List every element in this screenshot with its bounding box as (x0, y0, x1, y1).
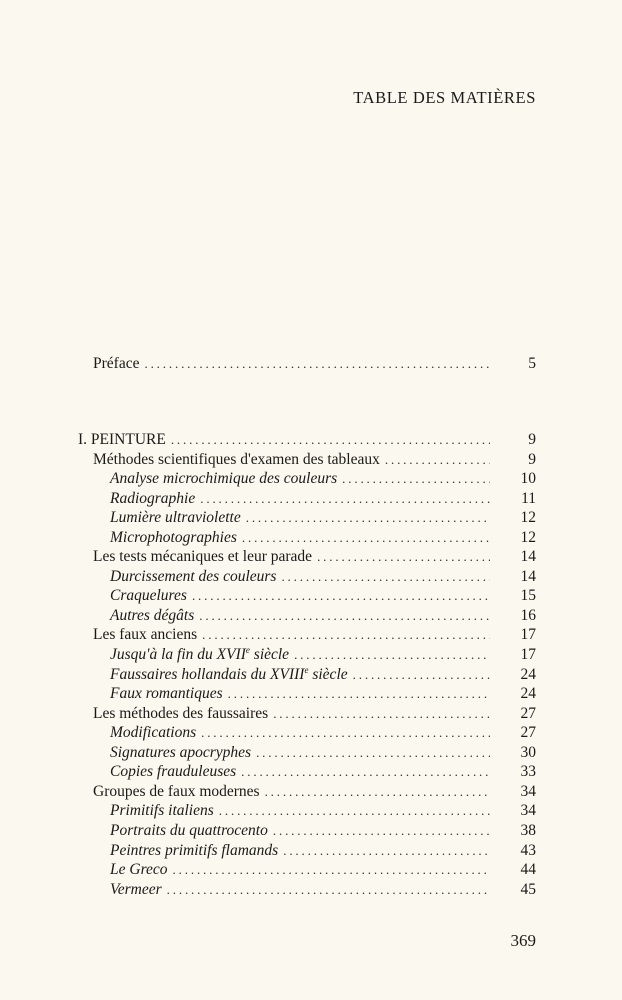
toc-entry-label (93, 450, 380, 469)
toc-entry-label-text: Portraits du quattrocento (110, 821, 268, 839)
toc-entry-label-text: Le Greco (110, 861, 168, 879)
toc-entry[interactable] (93, 704, 536, 723)
toc-entry-label (110, 684, 223, 703)
toc-entry-label-text: Craquelures (110, 587, 187, 605)
toc-entry-label-text: Faussaires hollandais du XVIII (110, 665, 305, 683)
toc-entry-part[interactable] (78, 430, 536, 449)
toc-entry[interactable] (110, 606, 536, 625)
dot-leader (342, 469, 490, 488)
dot-leader (317, 547, 490, 566)
toc-entry-label-text: Modifications (110, 724, 197, 742)
dot-leader (385, 450, 490, 469)
dot-leader (192, 586, 490, 605)
toc-entry-label-text: Radiographie (110, 489, 196, 507)
toc-entry-page: 15 (520, 587, 536, 605)
toc-entry-label-suffix: siècle (249, 646, 290, 663)
dot-leader (265, 782, 490, 801)
toc-entry-page: 34 (520, 782, 536, 800)
toc-entry-page: 30 (520, 743, 536, 761)
toc-entry[interactable] (110, 489, 536, 508)
toc-entry-page: 43 (520, 841, 536, 859)
toc-entry-page: 9 (528, 450, 536, 468)
dot-leader (171, 430, 490, 449)
page-title: TABLE DES MATIÈRES (353, 88, 536, 107)
toc-entry-page: 45 (520, 880, 536, 898)
toc-entry[interactable] (110, 860, 536, 879)
dot-leader (199, 606, 490, 625)
toc-entry-label (93, 625, 197, 644)
dot-leader (202, 625, 490, 644)
superscript: e (245, 645, 250, 655)
toc-entry-label-text: Autres dégâts (110, 606, 195, 624)
toc-entry-label-text: Analyse microchimique des couleurs (110, 470, 338, 488)
toc-entry-label-text: Vermeer (110, 880, 162, 898)
toc-entry[interactable] (110, 762, 536, 781)
dot-leader (353, 665, 490, 684)
toc-entry-label-text: Faux romantiques (110, 685, 223, 703)
page-number: 369 (510, 931, 536, 950)
toc-entry-label-text: Groupes de faux modernes (93, 782, 260, 800)
toc-entry[interactable] (110, 801, 536, 820)
toc-entry-page: 34 (520, 802, 536, 820)
toc-entry-page: 12 (520, 509, 536, 527)
toc-entry-label-suffix: siècle (308, 665, 348, 683)
toc-entry-label-text: Primitifs italiens (110, 802, 214, 820)
toc-entry-page: 17 (520, 626, 536, 644)
dot-leader (283, 841, 490, 860)
toc-entry-page: 44 (520, 861, 536, 879)
toc-entry-label (110, 645, 289, 664)
toc-entry[interactable] (93, 625, 536, 644)
toc-entry[interactable] (110, 645, 536, 664)
toc-entry-page: 38 (520, 821, 536, 839)
toc-entry-page: 14 (520, 548, 536, 566)
toc-entry[interactable] (110, 567, 536, 586)
toc-entry[interactable] (110, 528, 536, 547)
toc-entry-label (110, 586, 187, 605)
dot-leader (242, 528, 490, 547)
toc-entry-label (110, 801, 214, 820)
toc-entry[interactable] (110, 743, 536, 762)
toc-entry-label-text: Les tests mécaniques et leur parade (93, 548, 313, 566)
toc-entry[interactable] (110, 508, 536, 527)
toc-entry-label (110, 665, 348, 684)
toc-entry-label-text: Microphotographies (110, 528, 237, 546)
dot-leader (281, 567, 490, 586)
toc-entry[interactable] (110, 880, 536, 899)
toc-entry-label (93, 704, 268, 723)
toc-entry-label (110, 489, 195, 508)
dot-leader (219, 801, 490, 820)
dot-leader (294, 645, 490, 664)
toc-entry-label (110, 860, 168, 879)
superscript: e (304, 664, 309, 675)
toc-entry-page: 14 (520, 567, 536, 585)
toc-entry[interactable] (93, 782, 536, 801)
toc-entry-label (110, 528, 237, 547)
toc-entry-label (93, 547, 312, 566)
toc-entry-page: 33 (520, 763, 536, 781)
toc-entry-label (110, 880, 162, 899)
toc-entry-label (93, 782, 260, 801)
dot-leader (273, 821, 490, 840)
toc-entry-label: I. PEINTURE (78, 431, 166, 448)
toc-entry-label (110, 723, 196, 742)
toc-entry-label (110, 567, 276, 586)
toc-entry-label (110, 821, 268, 840)
toc-entry-label-text: Copies frauduleuses (110, 763, 237, 781)
toc-entry[interactable] (110, 665, 536, 684)
dot-leader (144, 354, 490, 373)
toc-entry[interactable] (110, 821, 536, 840)
toc-entry-label-text: Durcissement des couleurs (110, 567, 277, 585)
toc-entry-page: 24 (520, 685, 536, 703)
toc-entry-label (110, 469, 337, 488)
toc-entry-label-text: Les méthodes des faussaires (93, 704, 269, 722)
dot-leader (228, 684, 490, 703)
dot-leader (241, 762, 490, 781)
toc-entry[interactable] (110, 586, 536, 605)
toc-entry-label (110, 606, 194, 625)
dot-leader (273, 704, 490, 723)
toc-entry-label (110, 508, 241, 527)
toc-entry-page: 27 (520, 724, 536, 742)
toc-entry[interactable] (110, 684, 536, 703)
toc-entry[interactable] (110, 841, 536, 860)
toc-entry-page: 24 (520, 665, 536, 683)
toc-entry-label (110, 762, 236, 781)
toc-entry-page: 17 (520, 646, 536, 663)
toc-entry[interactable] (110, 723, 536, 742)
toc-entry-page: 10 (520, 470, 536, 488)
toc-entry-label-text: Méthodes scientifiques d'examen des tableaux (93, 450, 380, 468)
toc-entry-label-text: Lumière ultraviolette (110, 509, 241, 527)
dot-leader (256, 743, 490, 762)
dot-leader (200, 489, 490, 508)
toc-entry[interactable] (93, 547, 536, 566)
toc-entry-page: 27 (520, 704, 536, 722)
toc-entry[interactable] (110, 469, 536, 488)
toc-entry-preface[interactable] (93, 354, 536, 373)
toc-entry-page: 12 (520, 528, 536, 546)
toc-entry-label (110, 743, 251, 762)
dot-leader (173, 860, 490, 879)
dot-leader (201, 723, 490, 742)
dot-leader (167, 880, 490, 899)
toc-entry-page: 9 (528, 431, 536, 448)
toc-entry-page: 16 (520, 606, 536, 624)
toc-entry-page: 11 (521, 489, 536, 507)
toc-entry-label-text: Les faux anciens (93, 626, 198, 644)
dot-leader (246, 508, 490, 527)
toc-entry-label: Préface (93, 355, 140, 372)
toc-entry-label (110, 841, 278, 860)
toc-entry-page: 5 (528, 355, 536, 372)
toc-entry-label-text: Signatures apocryphes (110, 743, 252, 761)
toc-entry[interactable] (93, 450, 536, 469)
toc-entry-label-text: Peintres primitifs flamands (110, 841, 279, 859)
toc-entry-label-text: Jusqu'à la fin du XVII (110, 646, 246, 663)
